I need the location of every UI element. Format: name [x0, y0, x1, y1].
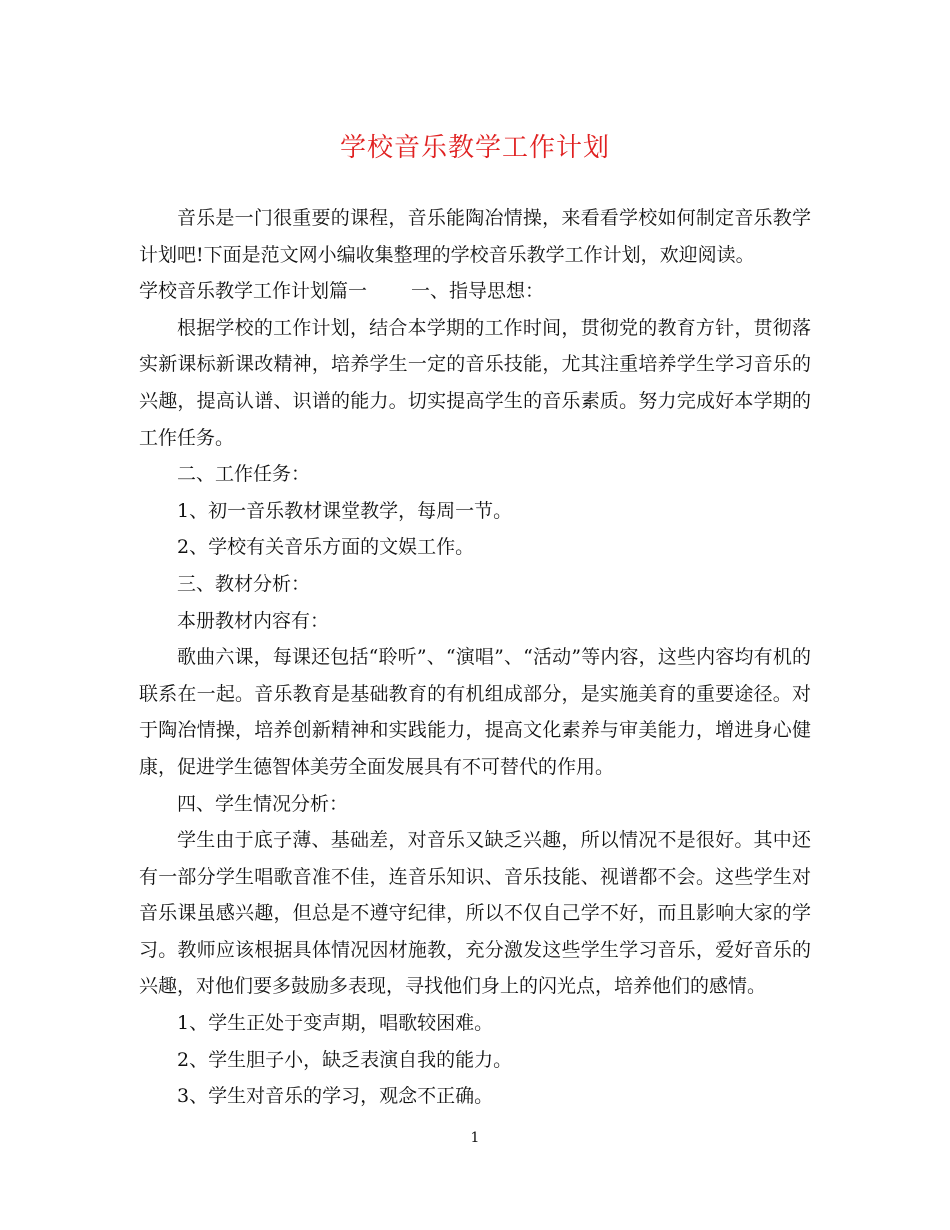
section-heading-tasks: 二、工作任务：: [177, 463, 311, 486]
textbook-content-label: 本册教材内容有：: [177, 609, 330, 632]
student-item-1: 1、学生正处于变声期，唱歌较困难。: [177, 1012, 494, 1035]
section-heading-student-analysis: 四、学生情况分析：: [177, 792, 349, 815]
student-analysis-paragraph: 学生由于底子薄、基础差，对音乐又缺乏兴趣，所以情况不是很好。其中还有一部分学生唱歌音准不佳，连音乐知识、音乐技能、视谱都不会。这些学生对音乐课虽感兴趣，但总是不遵守纪律，所以不仅自己学不好，而且影响大家的学习。教师应该根据具体情况因材施教，充分激发这些学生学习音乐，爱好音乐的兴趣，对他们要多鼓励多表现，寻找他们身上的闪光点，培养他们的感情。: [139, 829, 811, 998]
intro-paragraph: 音乐是一门很重要的课程，音乐能陶冶情操，来看看学校如何制定音乐教学计划吧!下面是范文网小编收集整理的学校音乐教学工作计划，欢迎阅读。: [139, 207, 811, 266]
plan-heading-line: [139, 273, 811, 310]
task-item-2: 2、学校有关音乐方面的文娱工作。: [177, 536, 475, 559]
student-item-2: 2、学生胆子小，缺乏表演自我的能力。: [177, 1048, 513, 1071]
page-number: 1: [470, 1130, 480, 1146]
plan-subtitle: 学校音乐教学工作计划篇一: [139, 280, 368, 303]
section-heading-textbook-analysis: 三、教材分析：: [177, 572, 311, 595]
student-item-3: 3、学生对音乐的学习，观念不正确。: [177, 1085, 494, 1108]
task-item-1: 1、初一音乐教材课堂教学，每周一节。: [177, 499, 513, 522]
document-body: [139, 200, 811, 1115]
document-title: 学校音乐教学工作计划: [339, 133, 610, 163]
textbook-analysis-paragraph: 歌曲六课，每课还包括“聆听”、“演唱”、“活动”等内容，这些内容均有机的联系在一起。音乐教育是基础教育的有机组成部分，是实施美育的重要途径。对于陶冶情操，培养创新精神和实践能力，提高文化素养与审美能力，增进身心健康，促进学生德智体美劳全面发展具有不可替代的作用。: [139, 646, 811, 778]
section-heading-guiding-ideas: 一、指导思想：: [411, 280, 545, 303]
guiding-ideas-paragraph: 根据学校的工作计划，结合本学期的工作时间，贯彻党的教育方针，贯彻落实新课标新课改精神，培养学生一定的音乐技能，尤其注重培养学生学习音乐的兴趣，提高认谱、识谱的能力。切实提高学生的音乐素质。努力完成好本学期的工作任务。: [139, 316, 811, 449]
